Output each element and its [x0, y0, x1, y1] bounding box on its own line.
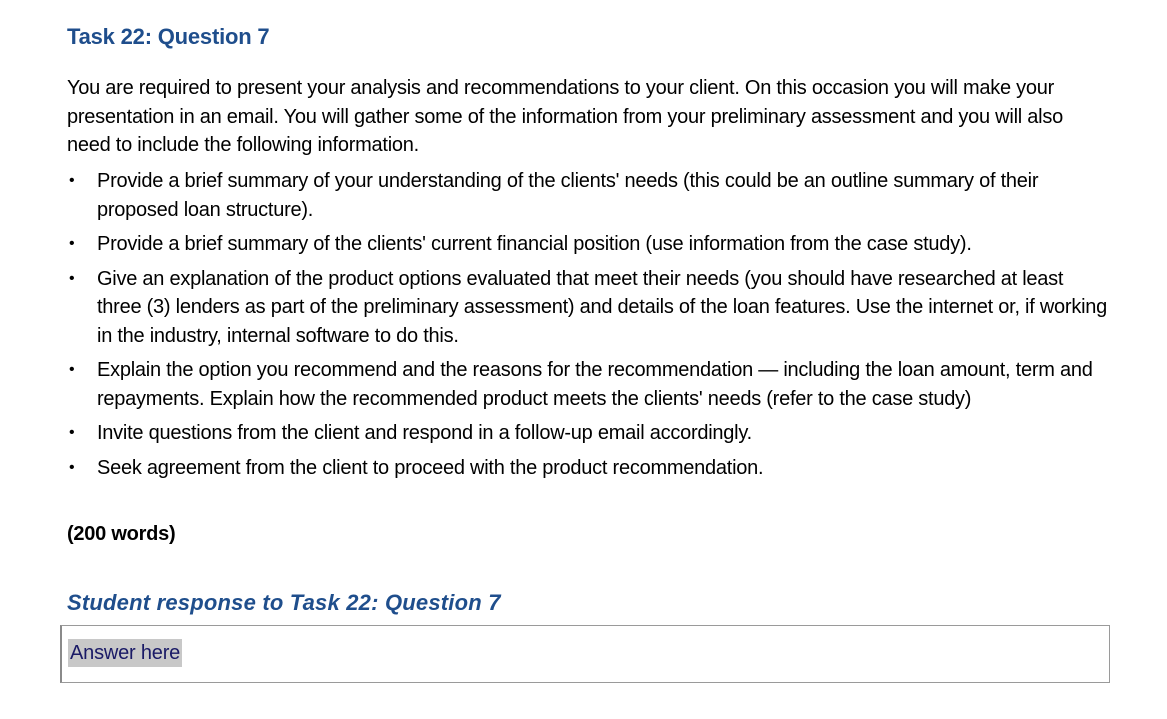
list-item: [67, 419, 1112, 448]
list-item-text: Explain the option you recommend and the reasons for the recommendation — including the loan amount, term and repayments. Explain how the recommended product meets the clients' needs (refer to the case study): [97, 359, 1093, 410]
answer-placeholder[interactable]: Answer here: [68, 639, 182, 667]
list-item-text: Provide a brief summary of your understanding of the clients' needs (this could be an outline summary of their proposed loan structure).: [97, 170, 1039, 221]
list-item: [67, 167, 1112, 224]
task-title: Task 22: Question 7: [67, 24, 270, 49]
answer-field[interactable]: [60, 625, 1110, 683]
list-item: [67, 356, 1112, 413]
instructions-paragraph: You are required to present your analysis and recommendations to your client. On this occasion you will make your presentation in an email. You will gather some of the information from your preliminary assessment and you will also need to include the following information.: [67, 77, 1063, 156]
requirements-list: [67, 167, 1112, 488]
list-item-text: Seek agreement from the client to proceed with the product recommendation.: [97, 456, 764, 479]
list-item: [67, 265, 1112, 351]
response-heading: Student response to Task 22: Question 7: [67, 590, 501, 615]
bullet-icon: •: [69, 361, 75, 378]
bullet-icon: •: [69, 235, 75, 252]
word-count-label: (200 words): [67, 523, 176, 545]
list-item-text: Provide a brief summary of the clients' current financial position (use information from the case study).: [97, 233, 972, 255]
list-item: [67, 454, 1112, 483]
list-item: [67, 230, 1112, 259]
bullet-icon: •: [69, 458, 75, 476]
list-item-text: Invite questions from the client and respond in a follow-up email accordingly.: [97, 422, 752, 444]
list-item-text: Give an explanation of the product options evaluated that meet their needs (you should have researched at least three (3) lenders as part of the preliminary assessment) and details of the loan features. Use the internet or, if working in the industry, internal software to do this.: [97, 267, 1108, 347]
bullet-icon: •: [69, 269, 75, 287]
bullet-icon: •: [69, 424, 75, 441]
bullet-icon: •: [69, 172, 75, 189]
